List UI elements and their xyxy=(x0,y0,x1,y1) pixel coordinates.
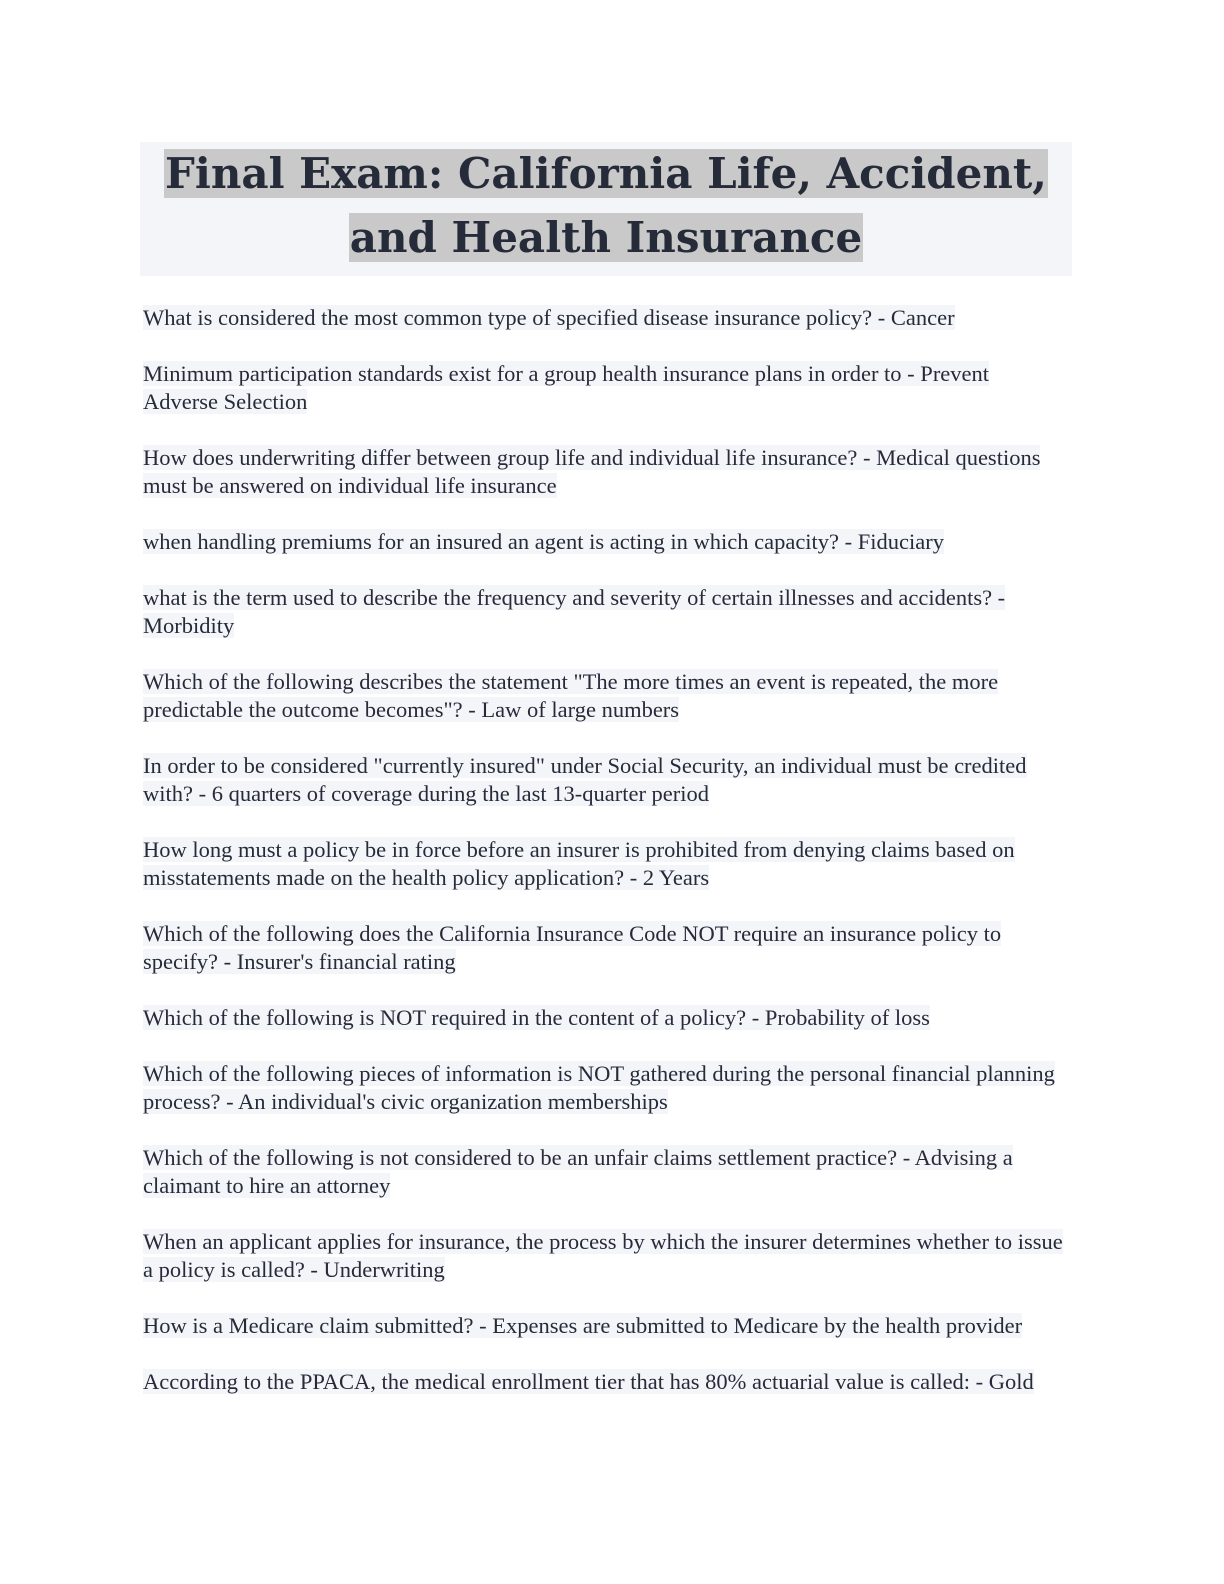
qa-text: Minimum participation standards exist for a group health insurance plans in order to - Prevent Adverse Selection xyxy=(143,361,990,414)
qa-item xyxy=(143,1228,1068,1284)
qa-list xyxy=(140,304,1072,1396)
title-block xyxy=(140,142,1072,276)
qa-text: Which of the following describes the statement "The more times an event is repeated, the more predictable the outcome becomes"? - Law of large numbers xyxy=(143,669,999,722)
qa-text: What is considered the most common type of specified disease insurance policy? - Cancer xyxy=(143,305,955,330)
qa-item xyxy=(143,1060,1068,1116)
qa-item xyxy=(143,304,1068,332)
qa-item xyxy=(143,528,1068,556)
qa-item xyxy=(143,444,1068,500)
qa-text: Which of the following pieces of information is NOT gathered during the personal financial planning process? - An individual's civic organization memberships xyxy=(143,1061,1055,1114)
qa-item xyxy=(143,360,1068,416)
qa-item xyxy=(143,1144,1068,1200)
qa-text: In order to be considered "currently insured" under Social Security, an individual must be credited with? - 6 quarters of coverage during the last 13-quarter period xyxy=(143,753,1027,806)
qa-text: How long must a policy be in force before an insurer is prohibited from denying claims based on misstatements made on the health policy application? - 2 Years xyxy=(143,837,1015,890)
document-title: Final Exam: California Life, Accident, and Health Insurance xyxy=(165,149,1047,262)
qa-text: what is the term used to describe the frequency and severity of certain illnesses and accidents? - Morbidity xyxy=(143,585,1006,638)
qa-text: Which of the following does the California Insurance Code NOT require an insurance policy to specify? - Insurer's financial rating xyxy=(143,921,1002,974)
qa-item xyxy=(143,1004,1068,1032)
qa-text: when handling premiums for an insured an agent is acting in which capacity? - Fiduciary xyxy=(143,529,945,554)
qa-text: When an applicant applies for insurance, the process by which the insurer determines whether to issue a policy is called? - Underwriting xyxy=(143,1229,1063,1282)
qa-text: According to the PPACA, the medical enrollment tier that has 80% actuarial value is called: - Gold xyxy=(143,1369,1034,1394)
qa-text: Which of the following is not considered to be an unfair claims settlement practice? - Advising a claimant to hire an attorney xyxy=(143,1145,1013,1198)
qa-item xyxy=(143,584,1068,640)
qa-item xyxy=(143,1368,1068,1396)
qa-item xyxy=(143,1312,1068,1340)
document-page xyxy=(140,142,1072,1424)
qa-text: How is a Medicare claim submitted? - Expenses are submitted to Medicare by the health provider xyxy=(143,1313,1023,1338)
qa-item xyxy=(143,920,1068,976)
qa-item xyxy=(143,752,1068,808)
qa-item xyxy=(143,668,1068,724)
qa-text: How does underwriting differ between group life and individual life insurance? - Medical questions must be answered on individual life insurance xyxy=(143,445,1041,498)
qa-text: Which of the following is NOT required in the content of a policy? - Probability of loss xyxy=(143,1005,930,1030)
qa-item xyxy=(143,836,1068,892)
